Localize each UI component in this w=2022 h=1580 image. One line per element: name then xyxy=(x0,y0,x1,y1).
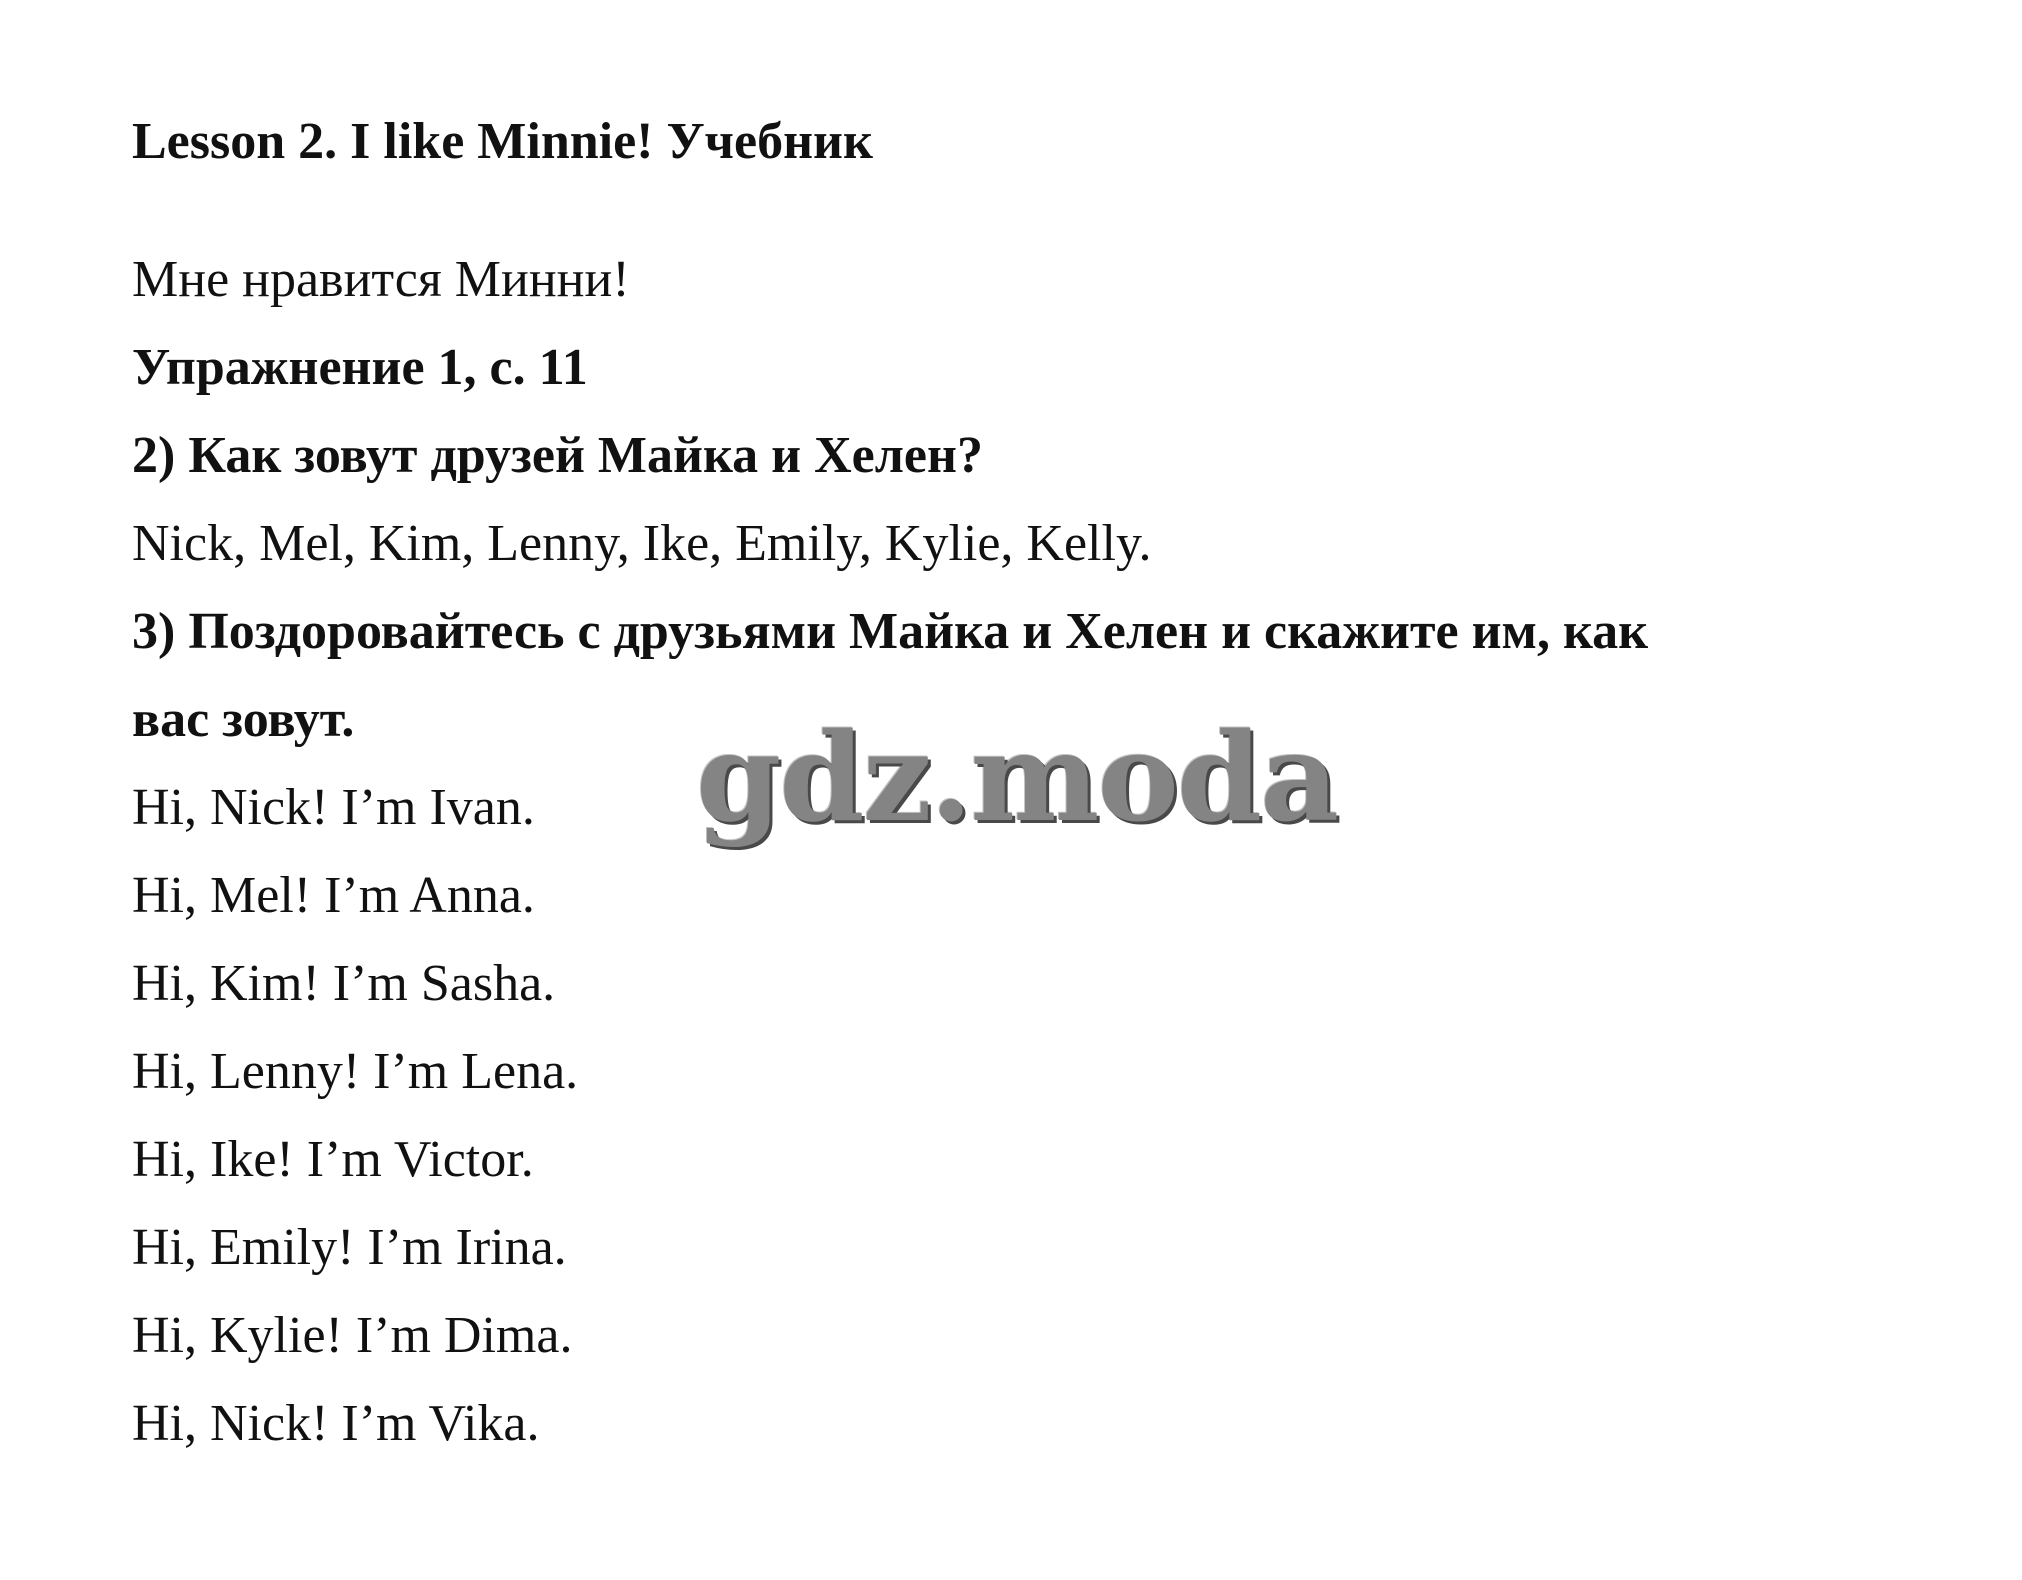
task3-answer-line: Hi, Lenny! I’m Lena. xyxy=(132,1043,579,1100)
task3-answer-line: Hi, Mel! I’m Anna. xyxy=(132,867,535,924)
watermark-logo: gdz.moda xyxy=(696,705,1338,849)
document-title: Lesson 2. I like Minnie! Учебник xyxy=(132,113,873,170)
task3-answer-line: Hi, Emily! I’m Irina. xyxy=(132,1219,567,1276)
document-subtitle: Мне нравится Минни! xyxy=(132,251,630,308)
task3-question-line2: вас зовут. xyxy=(132,691,355,748)
task2-question: 2) Как зовут друзей Майка и Хелен? xyxy=(132,427,983,484)
task2-answer: Nick, Mel, Kim, Lenny, Ike, Emily, Kylie, Kelly. xyxy=(132,515,1152,572)
task3-answer-line: Hi, Kim! I’m Sasha. xyxy=(132,955,556,1012)
task3-question-line1: 3) Поздоровайтесь с друзьями Майка и Хелен и скажите им, как xyxy=(132,603,1649,660)
task3-answer-line: Hi, Ike! I’m Victor. xyxy=(132,1131,534,1188)
task3-answer-line: Hi, Nick! I’m Ivan. xyxy=(132,779,535,836)
task3-answer-line: Hi, Nick! I’m Vika. xyxy=(132,1395,540,1452)
exercise-heading: Упражнение 1, с. 11 xyxy=(132,339,588,396)
task3-answer-line: Hi, Kylie! I’m Dima. xyxy=(132,1307,573,1364)
